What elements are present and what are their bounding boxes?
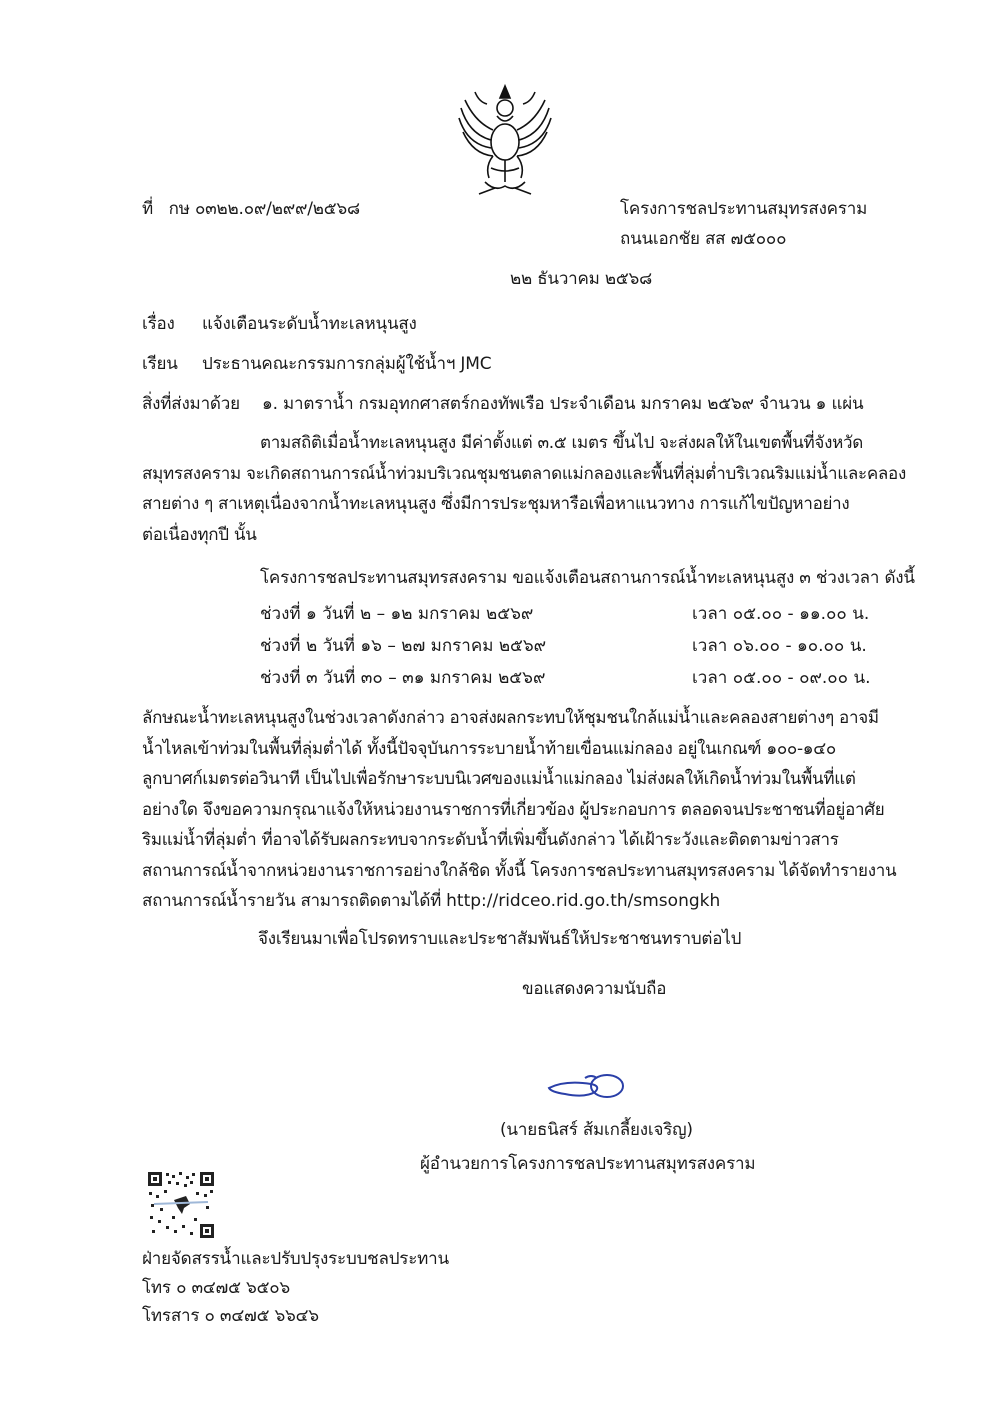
signer-title: ผู้อำนวยการโครงการชลประทานสมุทรสงคราม [420, 1154, 756, 1174]
paragraph-line: ริมแม่น้ำที่ลุ่มต่ำ ที่อาจได้รับผลกระทบจากระดับน้ำที่เพิ่มขึ้นดังกล่าว ได้เฝ้าระวังและติดตามข่าวสาร [142, 830, 839, 850]
paragraph-line: ลักษณะน้ำทะเลหนุนสูงในช่วงเวลาดังกล่าว อาจส่งผลกระทบให้ชุมชนใกล้แม่น้ำและคลองสายต่างๆ อาจมี [142, 708, 879, 728]
subject-label: เรื่อง [142, 314, 175, 334]
paragraph-line: ต่อเนื่องทุกปี นั้น [142, 524, 257, 545]
enclosure-label: สิ่งที่ส่งมาด้วย [142, 394, 240, 414]
paragraph-line: อย่างใด จึงขอความกรุณาแจ้งให้หน่วยงานราชการที่เกี่ยวข้อง ผู้ประกอบการ ตลอดจนประชาชนที่อยู่อาศัย [142, 799, 885, 820]
period-3-time: เวลา ๐๕.๐๐ - ๐๙.๐๐ น. [692, 668, 871, 688]
report-url-link[interactable]: http://ridceo.rid.go.th/smsongkh [446, 891, 721, 911]
paragraph-line: สายต่าง ๆ สาเหตุเนื่องจากน้ำทะเลหนุนสูง ซึ่งมีการประชุมหารือเพื่อหาแนวทาง การแก้ไขปัญหาอย่าง [142, 494, 850, 514]
recipient-label: เรียน [142, 354, 178, 374]
footer-fax: โทรสาร ๐ ๓๔๗๕ ๖๖๔๖ [142, 1306, 319, 1326]
paragraph-line: สมุทรสงคราม จะเกิดสถานการณ์น้ำท่วมบริเวณชุมชนตลาดแม่กลองและพื้นที่ลุ่มต่ำบริเวณริมแม่น้ำและคลอง [142, 463, 906, 484]
paragraph-line: น้ำไหลเข้าท่วมในพื้นที่ลุ่มต่ำได้ ทั้งนี้ปัจจุบันการระบายน้ำท้ายเขื่อนแม่กลอง อยู่ในเกณฑ์ ๑๐๐-๑๔๐ [142, 738, 836, 759]
footer-phone: โทร ๐ ๓๔๗๕ ๖๕๐๖ [142, 1278, 291, 1298]
period-1-dates: ช่วงที่ ๑ วันที่ ๒ – ๑๒ มกราคม ๒๕๖๙ [260, 604, 534, 624]
signer-name: (นายธนิสร์ ส้มเกลี้ยงเจริญ) [500, 1120, 693, 1140]
recipient-text: ประธานคณะกรรมการกลุ่มผู้ใช้น้ำฯ JMC [202, 354, 492, 374]
paragraph-line: สถานการณ์น้ำจากหน่วยงานราชการอย่างใกล้ชิด ทั้งนี้ โครงการชลประทานสมุทรสงคราม ได้จัดทำรายงาน [142, 860, 897, 881]
warning-intro: โครงการชลประทานสมุทรสงคราม ขอแจ้งเตือนสถานการณ์น้ำทะเลหนุนสูง ๓ ช่วงเวลา ดังนี้ [260, 568, 915, 588]
paragraph-line: ตามสถิติเมื่อน้ำทะเลหนุนสูง มีค่าตั้งแต่ ๓.๕ เมตร ขึ้นไป จะส่งผลให้ในเขตพื้นที่จังหวัด [260, 433, 863, 453]
letter-date: ๒๒ ธันวาคม ๒๕๖๘ [510, 269, 653, 289]
subject-text: แจ้งเตือนระดับน้ำทะเลหนุนสูง [202, 314, 417, 334]
footer-department: ฝ่ายจัดสรรน้ำและปรับปรุงระบบชลประทาน [142, 1249, 449, 1269]
reference-number: กษ ๐๓๒๒.๐๙/๒๙๙/๒๕๖๘ [168, 199, 360, 219]
reference-line [142, 198, 360, 220]
enclosure-text: ๑. มาตราน้ำ กรมอุทกศาสตร์กองทัพเรือ ประจำเดือน มกราคม ๒๕๖๙ จำนวน ๑ แผ่น [262, 394, 864, 414]
garuda-emblem-icon [455, 82, 555, 204]
qr-code-icon [146, 1170, 216, 1240]
paragraph-line: ลูกบาศก์เมตรต่อวินาที เป็นไปเพื่อรักษาระบบนิเวศของแม่น้ำแม่กลอง ไม่ส่งผลให้เกิดน้ำท่วมในพื้นที่แต่ [142, 769, 856, 789]
period-2-time: เวลา ๐๖.๐๐ - ๑๐.๐๐ น. [692, 636, 867, 656]
sender-org: โครงการชลประทานสมุทรสงคราม [620, 199, 868, 219]
paragraph-background [142, 428, 906, 550]
reference-label: ที่ [142, 199, 154, 219]
sender-address: ถนนเอกชัย สส ๗๕๐๐๐ [620, 229, 787, 249]
period-1-time: เวลา ๐๕.๐๐ - ๑๑.๐๐ น. [692, 604, 870, 624]
closing-salutation: ขอแสดงความนับถือ [522, 979, 667, 999]
paragraph-details [142, 703, 906, 917]
closing-request: จึงเรียนมาเพื่อโปรดทราบและประชาสัมพันธ์ให้ประชาชนทราบต่อไป [258, 929, 742, 949]
period-2-dates: ช่วงที่ ๒ วันที่ ๑๖ – ๒๗ มกราคม ๒๕๖๙ [260, 636, 547, 656]
signature-icon [545, 1070, 630, 1102]
paragraph-line: สถานการณ์น้ำรายวัน สามารถติดตามได้ที่ [142, 891, 447, 911]
period-3-dates: ช่วงที่ ๓ วันที่ ๓๐ – ๓๑ มกราคม ๒๕๖๙ [260, 668, 546, 688]
